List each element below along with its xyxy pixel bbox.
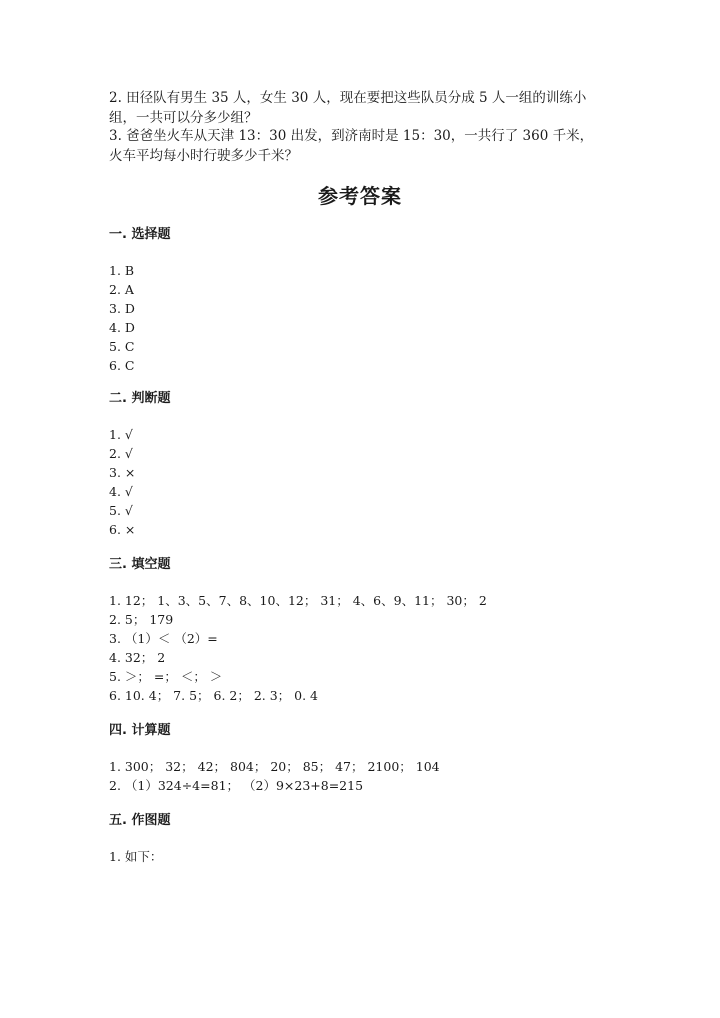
answer-item: 2. （1）324÷4=81； （2）9×23+8=215 [109,778,364,793]
answer-item: 2. √ [109,446,133,461]
section-heading: 一. 选择题 [109,227,171,242]
answer-item: 1. 300； 32； 42； 804； 20； 85； 47； 2100； 104 [109,759,440,774]
section-fill-blank [109,556,609,705]
section-heading: 四. 计算题 [109,723,171,738]
answer-item: 3. （1）＜ （2）= [109,631,218,646]
answer-item: 1. 如下： [109,849,163,864]
answer-list [109,425,609,539]
section-multiple-choice [109,226,609,375]
answer-item: 6. 10. 4； 7. 5； 6. 2； 2. 3； 0. 4 [109,688,319,703]
answer-item: 4. √ [109,484,133,499]
answer-item: 5. ＞； =； ＜； ＞ [109,669,223,684]
answer-list [109,591,609,705]
answer-item: 1. √ [109,427,133,442]
section-true-false [109,390,609,539]
answer-item: 4. D [109,320,135,335]
answer-item: 4. 32； 2 [109,650,166,665]
question-2 [109,88,609,128]
section-calculation [109,722,609,795]
section-heading: 三. 填空题 [109,557,171,572]
question-3 [109,126,609,166]
question-3-line-1: 3. 爸爸坐火车从天津 13：30 出发，到济南时是 15：30，一共行了 360 千米， [109,128,594,144]
answer-list [109,847,609,866]
section-drawing [109,812,609,866]
question-3-line-2: 火车平均每小时行驶多少千米？ [109,148,298,164]
answer-item: 1. B [109,263,135,278]
answer-item: 2. 5； 179 [109,612,174,627]
answer-list [109,757,609,795]
question-2-line-1: 2. 田径队有男生 35 人，女生 30 人，现在要把这些队员分成 5 人一组的训练小 [109,90,587,106]
answer-item: 2. A [109,282,134,297]
answer-item: 3. D [109,301,135,316]
answer-list [109,261,609,375]
section-heading: 五. 作图题 [109,813,171,828]
question-2-line-2: 组，一共可以分多少组？ [109,110,258,126]
answer-item: 1. 12； 1、3、5、7、8、10、12； 31； 4、6、9、11； 30； 2 [109,593,487,608]
answer-title: 参考答案 [318,184,402,208]
answer-item: 5. C [109,339,135,354]
answer-item: 6. × [109,522,136,537]
answer-item: 3. × [109,465,136,480]
answer-item: 6. C [109,358,135,373]
section-heading: 二. 判断题 [109,391,171,406]
answer-item: 5. √ [109,503,133,518]
